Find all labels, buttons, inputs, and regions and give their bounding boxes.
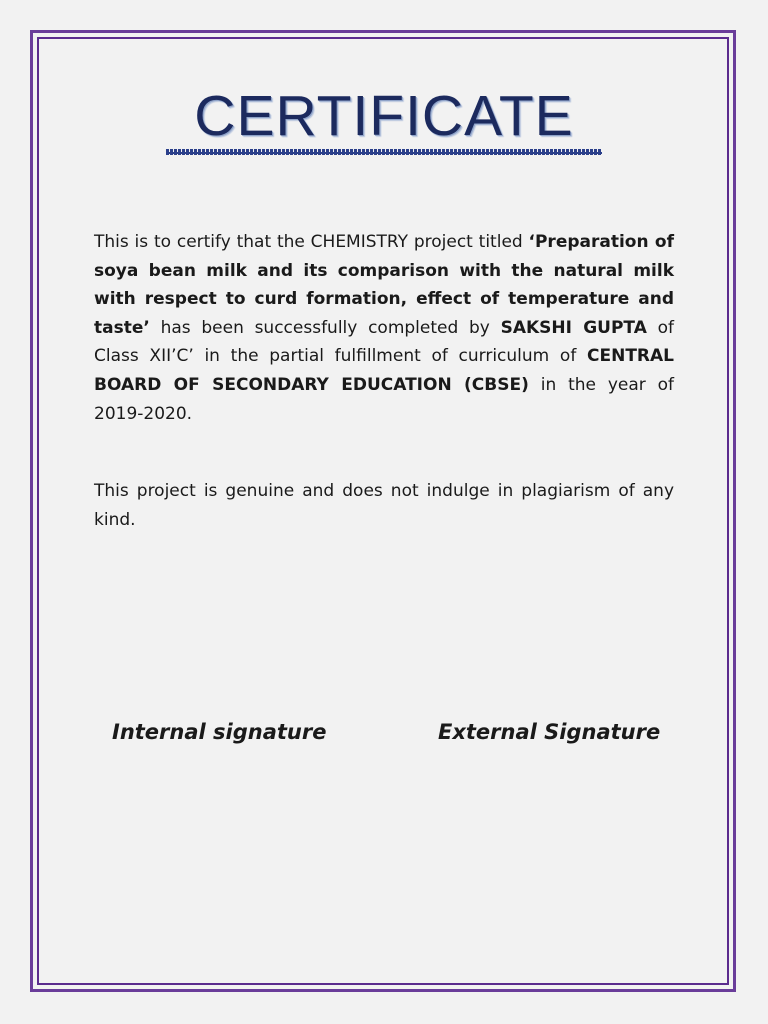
board-name: CENTRAL BOARD OF SECONDARY EDUCATION (CBSE) — [94, 346, 674, 395]
year-text: in the year of 2019-2020. — [94, 374, 674, 424]
certification-paragraph — [94, 228, 674, 428]
project-title: ‘Preparation of soya bean milk and its comparison with the natural milk with respect to curd formation, effect of temperature and taste’ — [94, 232, 674, 338]
completed-text: has been successfully completed by — [149, 317, 501, 338]
intro-text: This is to certify that the CHEMISTRY project titled — [94, 232, 529, 252]
internal-signature-label: Internal signature — [112, 720, 327, 744]
genuine-statement: This project is genuine and does not indulge in plagiarism of any kind. — [94, 481, 674, 530]
external-signature-label: External Signature — [438, 720, 661, 744]
certificate-title: CERTIFICATE — [194, 84, 574, 148]
student-name: SAKSHI GUPTA — [500, 317, 647, 338]
class-text: of Class XII’C’ in the partial fulfillment of curriculum of — [94, 317, 674, 367]
title-underline — [166, 149, 602, 155]
